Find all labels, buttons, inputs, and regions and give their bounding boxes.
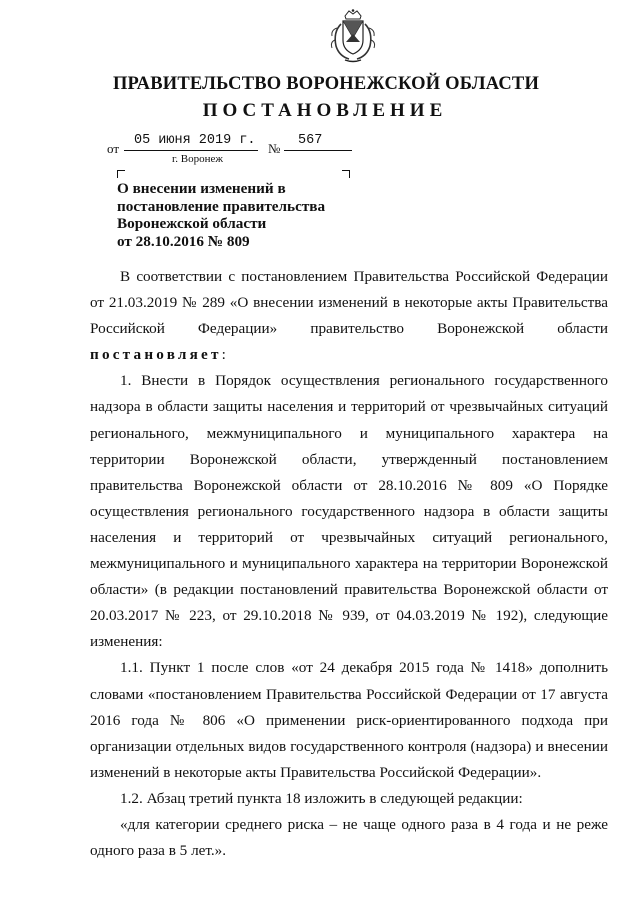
date-underline (124, 150, 258, 151)
subject-line: от 28.10.2016 № 809 (117, 232, 250, 250)
document-type: ПОСТАНОВЛЕНИЕ (202, 100, 448, 121)
document-number: 567 (298, 133, 323, 148)
subject-line: постановление правительства (117, 197, 326, 215)
document-subject (117, 180, 347, 250)
paragraph-1: 1. Внести в Порядок осуществления регионального государственного надзора в области защиты населения и территорий от чрезвычайных ситуаций регионального, межмуниципального и муниципального характера на территории Воронежской области, утвержденный постановлением правительства Воронежской области от 28.10.2016 № 809 «О Порядке осуществления регионального государственного надзора в области защиты населения и территорий от чрезвычайных ситуаций регионального, межмуниципального и муниципального характера на территории Воронежской области» (в редакции постановлений правительства Воронежской области от 20.03.2017 № 223, от 29.10.2018 № 939, от 04.03.2019 № 192), следующие изменения: (90, 372, 608, 651)
number-underline (284, 150, 352, 151)
city: г. Воронеж (172, 153, 223, 165)
subject-line: Воронежской области (117, 215, 267, 232)
preamble-paragraph (90, 264, 608, 368)
paragraph-1-1: 1.1. Пункт 1 после слов «от 24 декабря 2015 года № 1418» дополнить словами «постановлением Правительства Российской Федерации от 17 августа 2016 года № 806 «О применении риск-ориентированного подхода при организации отдельных видов государственного контроля (надзора) и внесении изменений в некоторые акты Правительства Российской Федерации». (90, 659, 608, 781)
bracket-top-right (342, 170, 350, 178)
decree-colon: : (221, 346, 226, 364)
from-label: от (107, 141, 120, 156)
government-title: ПРАВИТЕЛЬСТВО ВОРОНЕЖСКОЙ ОБЛАСТИ (112, 74, 540, 94)
number-label: № (268, 141, 281, 156)
subject-line: О внесении изменений в (117, 180, 286, 197)
preamble-text: В соответствии с постановлением Правительства Российской Федерации от 21.03.2019 № 289 «О внесении изменений в некоторые акты Правительства Российской Федерации» правительство Воронежской области (90, 268, 608, 338)
document-date: 05 июня 2019 г. (134, 133, 256, 148)
coat-of-arms-icon (327, 8, 379, 64)
bracket-top-left (117, 170, 125, 178)
quoted-paragraph: «для категории среднего риска – не чаще одного раза в 4 года и не реже одного раза в 5 лет.». (90, 815, 608, 860)
paragraph-1-2: 1.2. Абзац третий пункта 18 изложить в следующей редакции: (120, 789, 523, 807)
decree-word: постановляет (90, 346, 222, 364)
document-body (90, 264, 608, 864)
